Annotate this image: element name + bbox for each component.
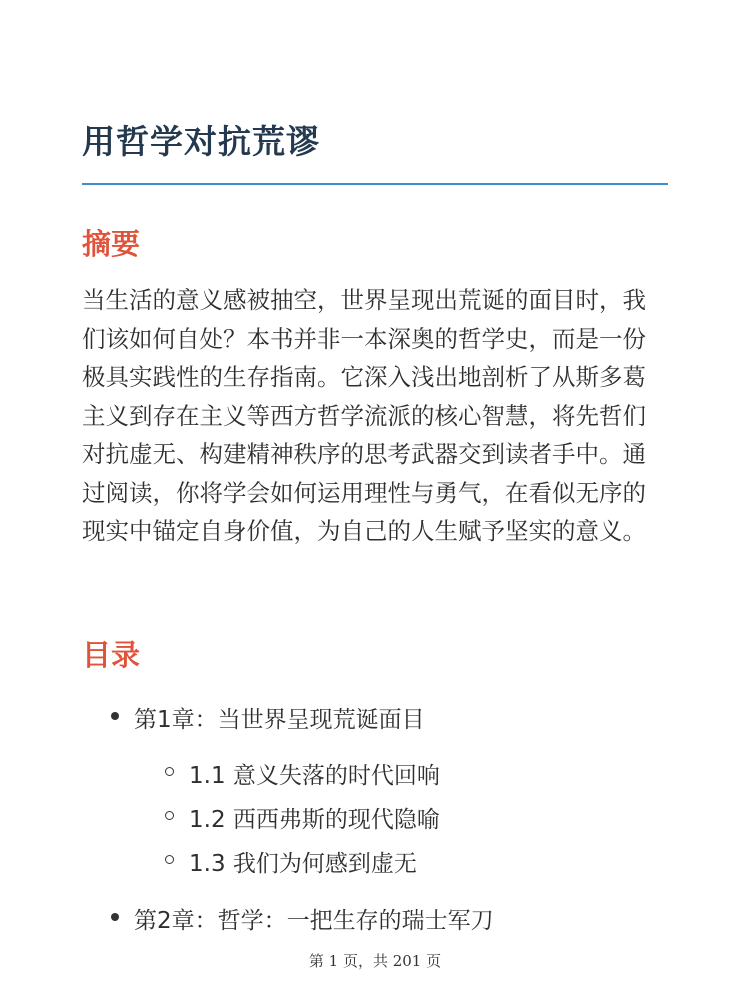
- circle-bullet-icon: [165, 811, 174, 820]
- toc-chapter-2[interactable]: [134, 902, 494, 935]
- bullet-icon: [111, 712, 119, 720]
- toc-section-label: 1.2 西西弗斯的现代隐喻: [189, 807, 440, 833]
- page-footer: 第 1 页，共 201 页: [308, 952, 442, 970]
- abstract-paragraph: 当生活的意义感被抽空，世界呈现出荒诞的面目时，我们该如何自处？本书并非一本深奥的哲学史，而是一份极具实践性的生存指南。它深入浅出地剖析了从斯多葛主义到存在主义等西方哲学流派的核心智慧，将先哲们对抗虚无、构建精神秩序的思考武器交到读者手中。通过阅读，你将学会如何运用理性与勇气，在看似无序的现实中锚定自身价值，为自己的人生赋予坚实的意义。: [82, 286, 646, 545]
- toc-section-1-2[interactable]: [189, 801, 440, 834]
- toc-section-1-3[interactable]: [189, 845, 417, 878]
- toc-chapter-label: 第1章：当世界呈现荒诞面目: [134, 707, 425, 733]
- toc-section-label: 1.3 我们为何感到虚无: [189, 851, 417, 877]
- title-divider: [82, 183, 668, 185]
- document-page: [82, 0, 668, 1000]
- abstract-heading: 摘要: [82, 227, 141, 261]
- toc-chapter-1[interactable]: [134, 701, 425, 734]
- document-title: 用哲学对抗荒谬: [82, 122, 320, 161]
- circle-bullet-icon: [165, 855, 174, 864]
- toc-section-label: 1.1 意义失落的时代回响: [189, 763, 440, 789]
- toc-heading: 目录: [82, 638, 141, 672]
- toc-chapter-label: 第2章：哲学：一把生存的瑞士军刀: [134, 908, 494, 934]
- bullet-icon: [111, 913, 119, 921]
- circle-bullet-icon: [165, 767, 174, 776]
- toc-section-1-1[interactable]: [189, 757, 440, 790]
